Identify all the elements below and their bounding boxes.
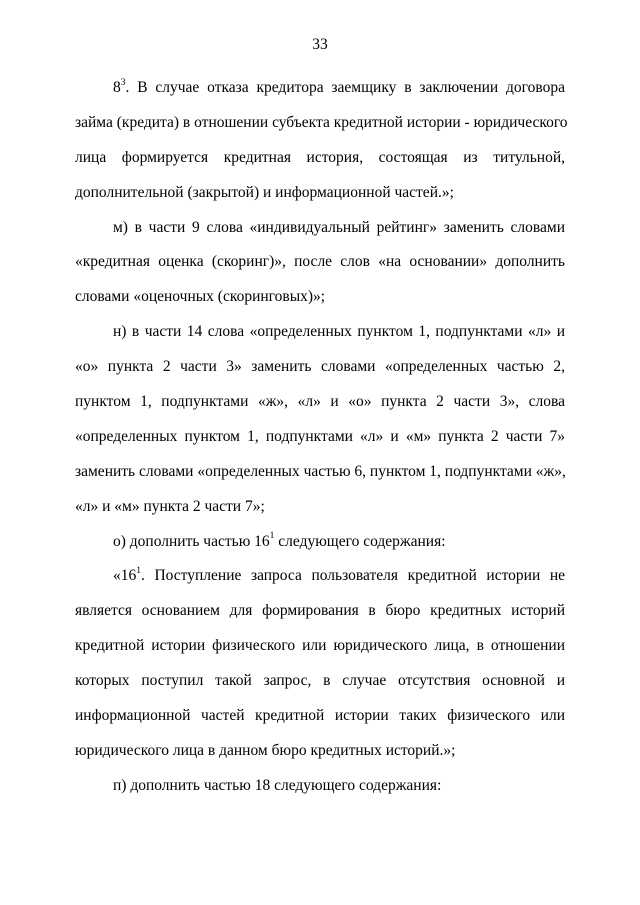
text-line (75, 559, 565, 594)
paragraph-p (75, 769, 565, 804)
text-line: н) в части 14 слова «определенных пунктом 1, подпунктами «л» и (113, 323, 565, 341)
text-line: является основанием для формирования в бюро кредитных историй (75, 602, 565, 620)
text-line (75, 525, 565, 560)
text-fragment: 8 (113, 79, 121, 96)
paragraph-o (75, 525, 565, 560)
text-line: «л» и «м» пункта 2 части 7»; (75, 497, 265, 515)
text-line: «определенных пунктом 1, подпунктами «л» и «м» пункта 2 части 7» (75, 427, 565, 445)
text-line: дополнительной (закрытой) и информационной частей.»; (75, 183, 454, 201)
paragraph-16-1 (75, 559, 565, 768)
text-fragment: следующего содержания: (274, 532, 446, 550)
text-line: «кредитная оценка (скоринг)», после слов «на основании» дополнить (75, 253, 565, 271)
text-line: заменить словами «определенных частью 6, пунктом 1, подпунктами «ж», (75, 462, 566, 480)
text-fragment: о) дополнить частью 16 (113, 532, 270, 550)
superscript: 3 (120, 77, 126, 88)
text-line: м) в части 9 слова «индивидуальный рейтинг» заменить словами (113, 218, 565, 236)
superscript: 1 (136, 566, 141, 577)
text-line: лица формируется кредитная история, состоящая из титульной, (75, 148, 565, 166)
text-line: кредитной истории физического или юридического лица, в отношении (75, 637, 565, 655)
text-line: займа (кредита) в отношении субъекта кредитной истории - юридического (75, 113, 568, 131)
text-fragment: «16 (113, 567, 137, 585)
paragraph-n (75, 315, 565, 524)
superscript: 1 (269, 531, 275, 542)
text-line: пунктом 1, подпунктами «ж», «л» и «о» пункта 2 части 3», слова (75, 393, 565, 411)
text-line: юридического лица в данном бюро кредитных историй.»; (75, 741, 456, 759)
document-body (75, 71, 568, 804)
text-line: п) дополнить частью 18 следующего содержания: (113, 776, 442, 794)
text-fragment: . Поступление запроса пользователя кредитной истории не (141, 567, 565, 585)
text-line (75, 71, 565, 106)
text-line: «о» пункта 2 части 3» заменить словами «определенных частью 2, (75, 358, 565, 376)
text-line: словами «оценочных (скоринговых)»; (75, 288, 326, 306)
text-line: информационной частей кредитной истории таких физического или (75, 707, 565, 725)
paragraph-8-3 (75, 71, 568, 211)
paragraph-m (75, 211, 565, 316)
text-fragment: . В случае отказа кредитора заемщику в заключении договора (125, 79, 565, 96)
page-number: 33 (312, 36, 328, 53)
text-line: которых поступил такой запрос, в случае отсутствия основной и (75, 672, 565, 690)
